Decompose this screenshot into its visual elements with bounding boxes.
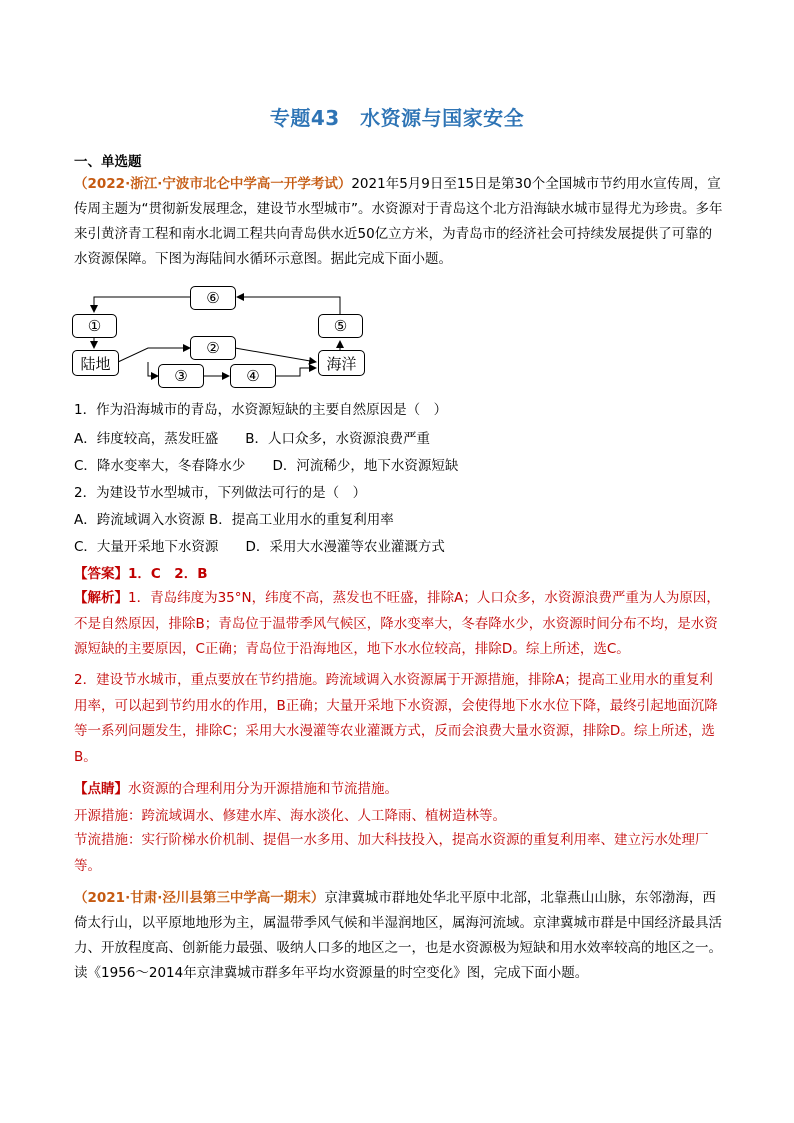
water-cycle-diagram (72, 284, 372, 384)
section-heading: 一、单选题 (74, 154, 142, 170)
question-2-stem: 2．为建设节水型城市，下列做法可行的是（ ） (74, 485, 367, 501)
passage-1 (74, 172, 724, 272)
tip-kaiyuan: 开源措施：跨流域调水、修建水库、海水淡化、人工降雨、植树造林等。 (74, 808, 506, 824)
tip-label: 【点睛】 (74, 781, 128, 797)
question-2-option-a: A．跨流域调入水资源 (74, 512, 205, 528)
analysis-1 (74, 586, 724, 663)
passage-1-source: （2022·浙江·宁波市北仑中学高一开学考试） (74, 176, 352, 192)
question-2-option-c: C．大量开采地下水资源 (74, 539, 219, 555)
tip-jieliu-wrap (74, 828, 724, 879)
diagram-box-1: ① (72, 314, 117, 338)
question-1-stem: 1．作为沿海城市的青岛，水资源短缺的主要自然原因是（ ） (74, 402, 448, 418)
question-2-options-ab (74, 508, 724, 528)
diagram-box-6: ⑥ (190, 286, 236, 310)
analysis-2 (74, 668, 724, 770)
answer-label: 【答案】 (74, 566, 128, 582)
question-1-option-b: B．人口众多，水资源浪费严重 (245, 431, 431, 447)
question-1-options-ab (74, 427, 724, 447)
diagram-box-ocean: 海洋 (318, 350, 365, 376)
question-2-option-d: D．采用大水漫灌等农业灌溉方式 (245, 539, 445, 555)
diagram-box-2: ② (190, 336, 236, 360)
tip-jieliu: 节流措施：实行阶梯水价机制、提倡一水多用、加大科技投入，提高水资源的重复利用率、建立污水处理厂等。 (74, 832, 709, 874)
analysis-label: 【解析】 (74, 590, 128, 606)
analysis-1-text: 1．青岛纬度为35°N，纬度不高，蒸发也不旺盛，排除A；人口众多，水资源浪费严重为人为原因，不是自然原因，排除B；青岛位于温带季风气候区，降水变率大，冬春降水少，水资源时间分布不均，是水资源短缺的主要原因，C正确；青岛位于沿海地区，地下水水位较高，排除D。综上所述，选C。 (74, 590, 720, 657)
diagram-box-5: ⑤ (318, 314, 363, 338)
analysis-2-text: 2．建设节水城市，重点要放在节约措施。跨流域调入水资源属于开源措施，排除A；提高工业用水的重复利用率，可以起到节约用水的作用，B正确；大量开采地下水资源，会使得地下水水位下降，最终引起地面沉降等一系列问题发生，排除C；采用大水漫灌等农业灌溉方式，反而会浪费大量水资源，排除D。综上所述，选B。 (74, 672, 718, 765)
passage-2-source: （2021·甘肃·泾川县第三中学高一期末） (74, 890, 325, 906)
question-1-options-cd (74, 454, 724, 474)
tip-line (74, 777, 724, 797)
diagram-box-land: 陆地 (72, 350, 119, 376)
question-1-option-c: C．降水变率大，冬春降水少 (74, 458, 246, 474)
passage-2-text: 京津冀城市群地处华北平原中北部，北靠燕山山脉，东邻渤海，西倚太行山，以平原地地形为主，属温带季风气候和半湿润地区，属海河流域。京津冀城市群是中国经济最具活力、开放程度高、创新能力最强、吸纳人口多的地区之一，也是水资源极为短缺和用水效率较高的地区之一。读《1956～2014年京津冀城市群多年平均水资源量的时空变化》图，完成下面小题。 (74, 890, 722, 981)
answer-text: 1．C 2．B (128, 566, 208, 582)
diagram-box-4: ④ (230, 364, 276, 388)
page-title: 专题43 水资源与国家安全 (269, 106, 525, 130)
passage-1-text: 2021年5月9日至15日是第30个全国城市节约用水宣传周，宣传周主题为“贯彻新发展理念，建设节水型城市”。水资源对于青岛这个北方沿海缺水城市显得尤为珍贵。多年来引黄济青工程和南水北调工程共向青岛供水近50亿立方米，为青岛市的经济社会可持续发展提供了可靠的水资源保障。下图为海陆间水循环示意图。据此完成下面小题。 (74, 176, 723, 267)
answer-line (74, 562, 724, 582)
question-1-option-a: A．纬度较高，蒸发旺盛 (74, 431, 219, 447)
tip-text: 水资源的合理利用分为开源措施和节流措施。 (128, 781, 398, 797)
diagram-box-3: ③ (158, 364, 204, 388)
question-2-option-b: B．提高工业用水的重复利用率 (209, 512, 394, 528)
question-2-options-cd (74, 535, 724, 555)
question-1-option-d: D．河流稀少，地下水资源短缺 (272, 458, 459, 474)
passage-2 (74, 886, 724, 986)
